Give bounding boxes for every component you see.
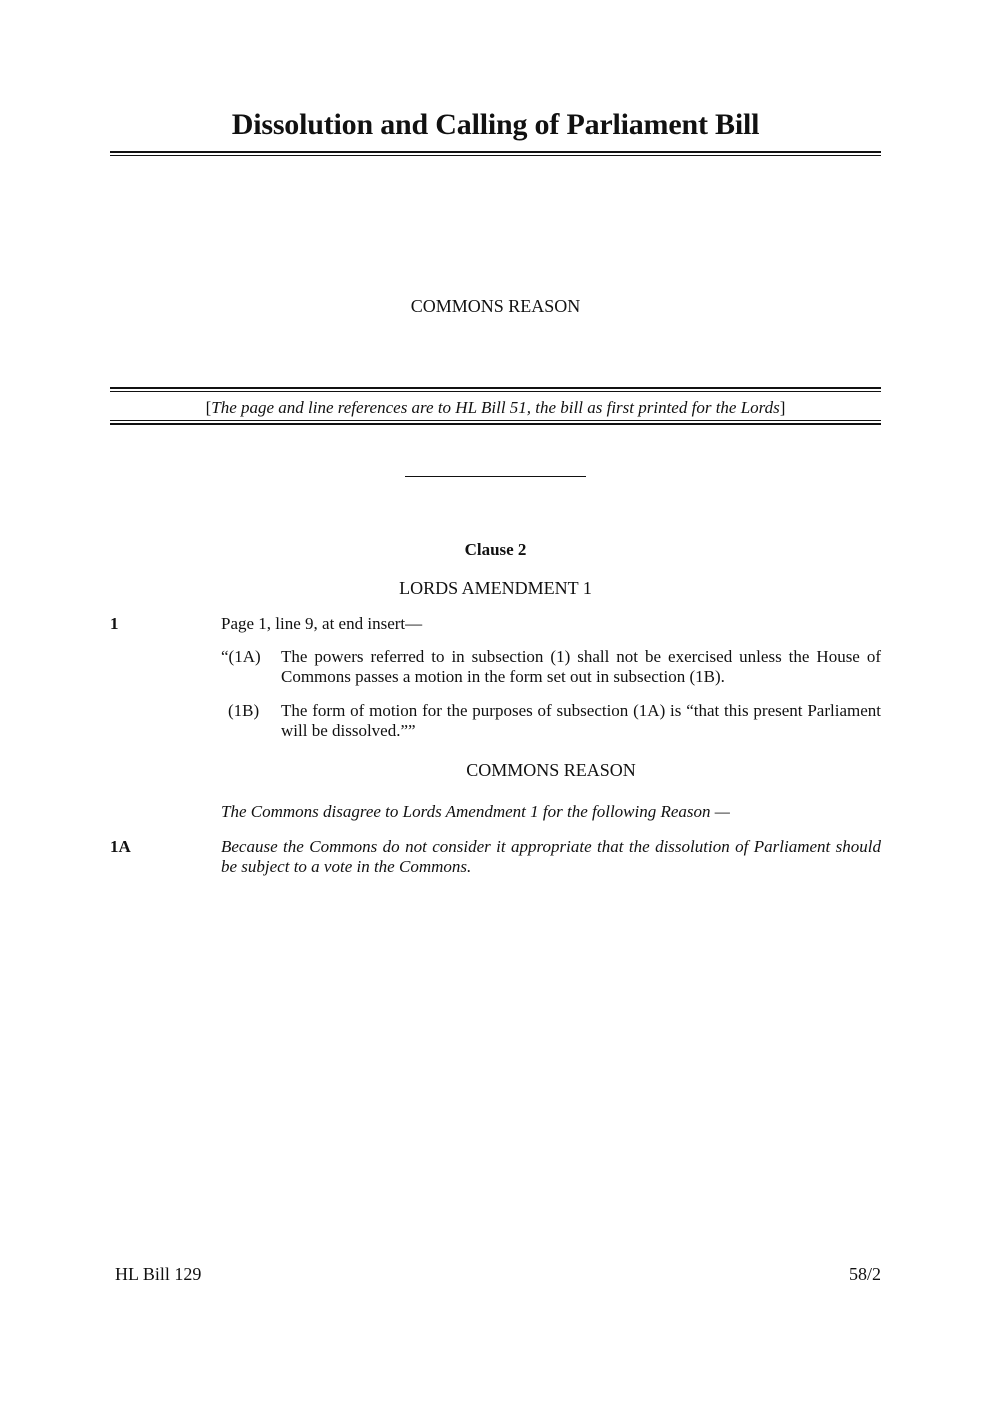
reference-note-text: The page and line references are to HL Bill 51, the bill as first printed for the Lords [211, 398, 780, 417]
note-rule-top-thin [110, 391, 881, 392]
footer-print-ref: 58/2 [848, 1264, 881, 1284]
note-rule-bottom-thin [110, 420, 881, 421]
title-rule-top [110, 151, 881, 153]
document-title: Dissolution and Calling of Parliament Bill [231, 108, 760, 141]
reference-note-close: ] [779, 398, 786, 417]
reference-note-open: [ [205, 398, 212, 417]
subsection-text-1b: The form of motion for the purposes of subsection (1A) is “that this present Parliament will be dissolved.”” [281, 701, 881, 740]
title-rule-bottom [110, 155, 881, 156]
note-rule-top-thick [110, 387, 881, 389]
footer-bill-number: HL Bill 129 [115, 1264, 202, 1284]
reason-number: 1A [110, 837, 131, 856]
amendment-heading: LORDS AMENDMENT 1 [399, 578, 592, 598]
note-rule-bottom-thick [110, 423, 881, 425]
reference-note [110, 398, 881, 418]
separator-rule [405, 476, 586, 477]
reason-intro: The Commons disagree to Lords Amendment 1 for the following Reason — [221, 802, 730, 821]
subsection-label-1b: (1B) [228, 701, 260, 720]
subsection-label-1a: “(1A) [221, 647, 261, 666]
subsection-text-1a: The powers referred to in subsection (1) shall not be exercised unless the House of Commons passes a motion in the form set out in subsection (1B). [281, 647, 881, 686]
clause-heading: Clause 2 [464, 540, 527, 559]
reason-heading: COMMONS REASON [466, 760, 636, 780]
amendment-instruction: Page 1, line 9, at end insert— [221, 614, 423, 633]
reason-text: Because the Commons do not consider it appropriate that the dissolution of Parliament should be subject to a vote in the Commons. [221, 837, 881, 876]
section-heading: COMMONS REASON [410, 296, 581, 316]
amendment-number: 1 [110, 614, 119, 633]
